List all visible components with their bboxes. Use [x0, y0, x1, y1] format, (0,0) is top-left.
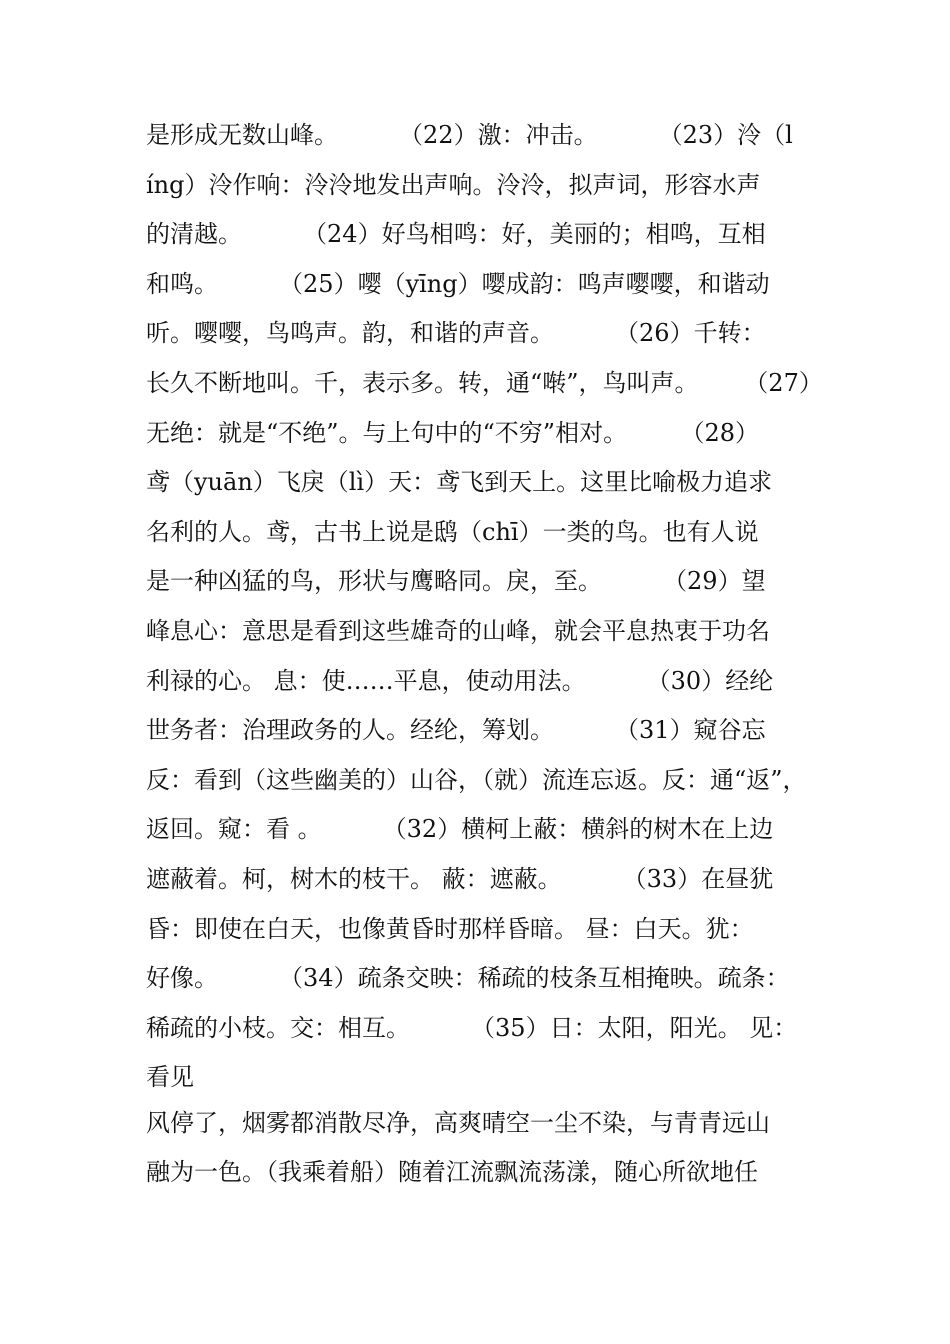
text-line: 和鸣。 （25）嘤（yīng）嘤成韵：鸣声嘤嘤，和谐动 [146, 269, 770, 298]
text-line: 鸢（yuān）飞戾（lì）天：鸢飞到天上。这里比喻极力追求 [146, 468, 773, 497]
text-line: 无绝：就是“不绝”。与上句中的“不穷”相对。 （28） [146, 418, 760, 447]
text-line: 名利的人。鸢，古书上说是鸱（chī）一类的鸟。也有人说 [146, 517, 759, 546]
text-line: 的清越。 （24）好鸟相鸣：好，美丽的；相鸣，互相 [146, 220, 766, 249]
text-line: 遮蔽着。柯，树木的枝干。 蔽：遮蔽。 （33）在昼犹 [146, 864, 774, 893]
text-line: 世务者：治理政务的人。经纶，筹划。 （31）窥谷忘 [146, 716, 766, 745]
text-line: 反：看到（这些幽美的）山谷，（就）流连忘返。反：通“返”， [146, 765, 807, 794]
text-line: 是形成无数山峰。 （22）激：冲击。 （23）泠（l [146, 121, 793, 149]
text-line: 利禄的心。 息：使……平息，使动用法。 （30）经纶 [146, 666, 774, 695]
text-line: 风停了，烟雾都消散尽净，高爽晴空一尘不染，与青青远山 [146, 1108, 770, 1137]
text-line: 稀疏的小枝。交：相互。 （35）日：太阳，阳光。 见： [146, 1013, 798, 1042]
text-line: íng）泠作响：泠泠地发出声响。泠泠，拟声词，形容水声 [146, 170, 761, 199]
text-line: 长久不断地叫。千，表示多。转，通“啭”，鸟叫声。 （27） [146, 368, 823, 397]
text-line: 昏：即使在白天，也像黄昏时那样昏暗。 昼：白天。犹： [146, 914, 754, 943]
text-line: 峰息心：意思是看到这些雄奇的山峰，就会平息热衷于功名 [146, 616, 770, 645]
text-line: 返回。窥：看 。 （32）横柯上蔽：横斜的树木在上边 [146, 815, 774, 844]
text-line: 是一种凶猛的鸟，形状与鹰略同。戾，至。 （29）望 [146, 567, 766, 596]
text-line: 听。嘤嘤，鸟鸣声。韵，和谐的声音。 （26）千转： [146, 319, 766, 348]
text-line: 融为一色。（我乘着船）随着江流飘流荡漾，随心所欲地任 [146, 1158, 758, 1187]
text-line: 好像。 （34）疏条交映：稀疏的枝条互相掩映。疏条： [146, 964, 790, 993]
text-line: 看见 [146, 1063, 194, 1092]
annotation-text [146, 111, 823, 1198]
